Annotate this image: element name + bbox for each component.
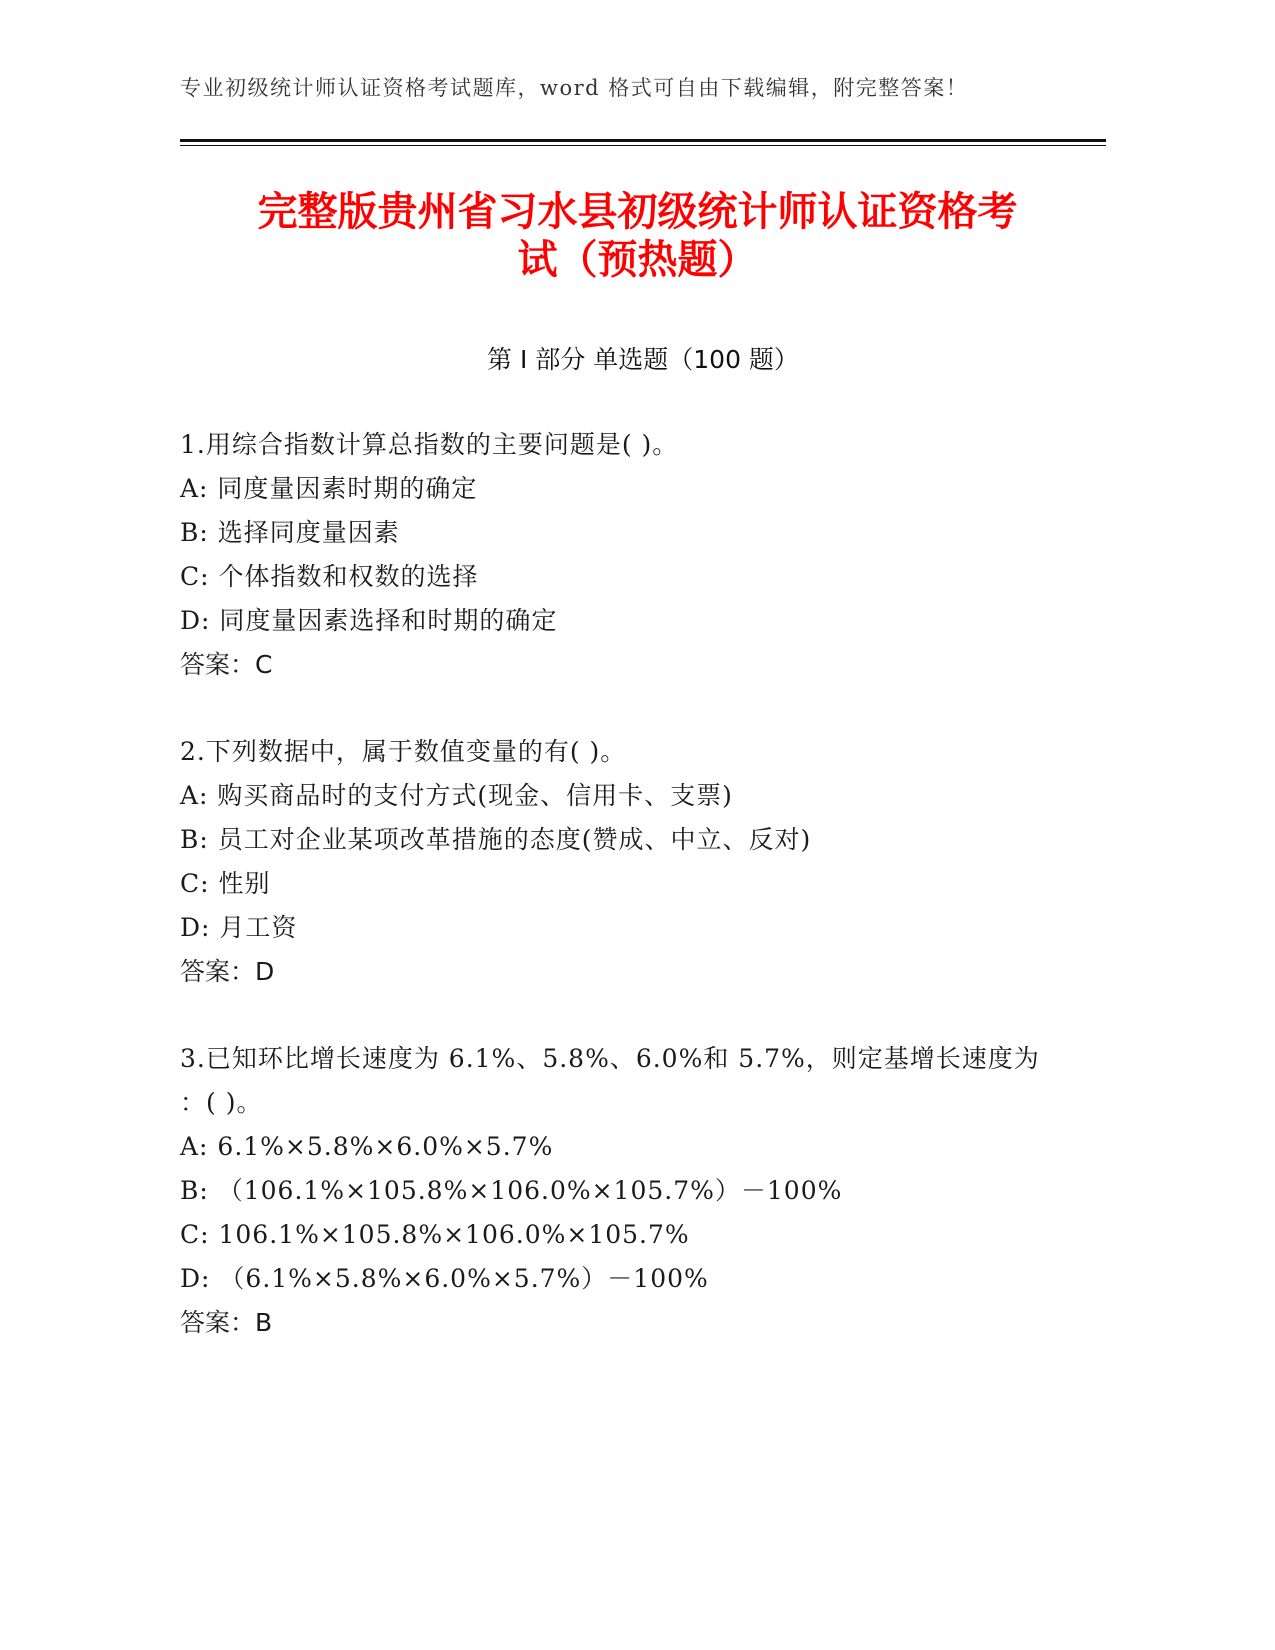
- header-rule-thin: [180, 145, 1106, 146]
- option-b: B: （106.1%×105.8%×106.0%×105.7%）－100%: [180, 1176, 843, 1205]
- option-a: A: 6.1%×5.8%×6.0%×5.7%: [180, 1132, 554, 1161]
- header-rule-thick: [180, 139, 1106, 142]
- option-c: C: 个体指数和权数的选择: [180, 562, 479, 591]
- option-b: B: 员工对企业某项改革措施的态度(赞成、中立、反对): [180, 825, 812, 854]
- answer-label: 答案：D: [180, 957, 275, 986]
- option-c: C: 106.1%×105.8%×106.0%×105.7%: [180, 1220, 690, 1249]
- option-a: A: 同度量因素时期的确定: [180, 474, 478, 503]
- question-list: [180, 423, 1080, 1388]
- option-d: D: （6.1%×5.8%×6.0%×5.7%）－100%: [180, 1264, 709, 1293]
- page-header-text: 专业初级统计师认证资格考试题库，word 格式可自由下载编辑，附完整答案！: [180, 76, 969, 100]
- question-stem-line-1: 3.已知环比增长速度为 6.1%、5.8%、6.0%和 5.7%，则定基增长速度为: [180, 1044, 1040, 1073]
- section-heading: 第 I 部分 单选题（100 题）: [487, 345, 799, 374]
- option-b: B: 选择同度量因素: [180, 518, 400, 547]
- option-c: C: 性别: [180, 869, 271, 898]
- document-title-line-2: 试（预热题）: [517, 237, 758, 283]
- question-stem: 2.下列数据中，属于数值变量的有( )。: [180, 737, 627, 766]
- question-1: [180, 423, 1080, 687]
- answer-label: 答案：C: [180, 650, 273, 679]
- document-title-line-1: 完整版贵州省习水县初级统计师认证资格考: [257, 189, 1018, 235]
- option-d: D: 同度量因素选择和时期的确定: [180, 606, 558, 635]
- document-title: [160, 188, 1115, 284]
- question-2: [180, 730, 1080, 994]
- question-stem-line-2: ：( )。: [180, 1088, 263, 1117]
- answer-label: 答案：B: [180, 1308, 273, 1337]
- option-a: A: 购买商品时的支付方式(现金、信用卡、支票): [180, 781, 733, 810]
- question-stem: 1.用综合指数计算总指数的主要问题是( )。: [180, 430, 679, 459]
- question-3: [180, 1037, 1080, 1345]
- option-d: D: 月工资: [180, 913, 298, 942]
